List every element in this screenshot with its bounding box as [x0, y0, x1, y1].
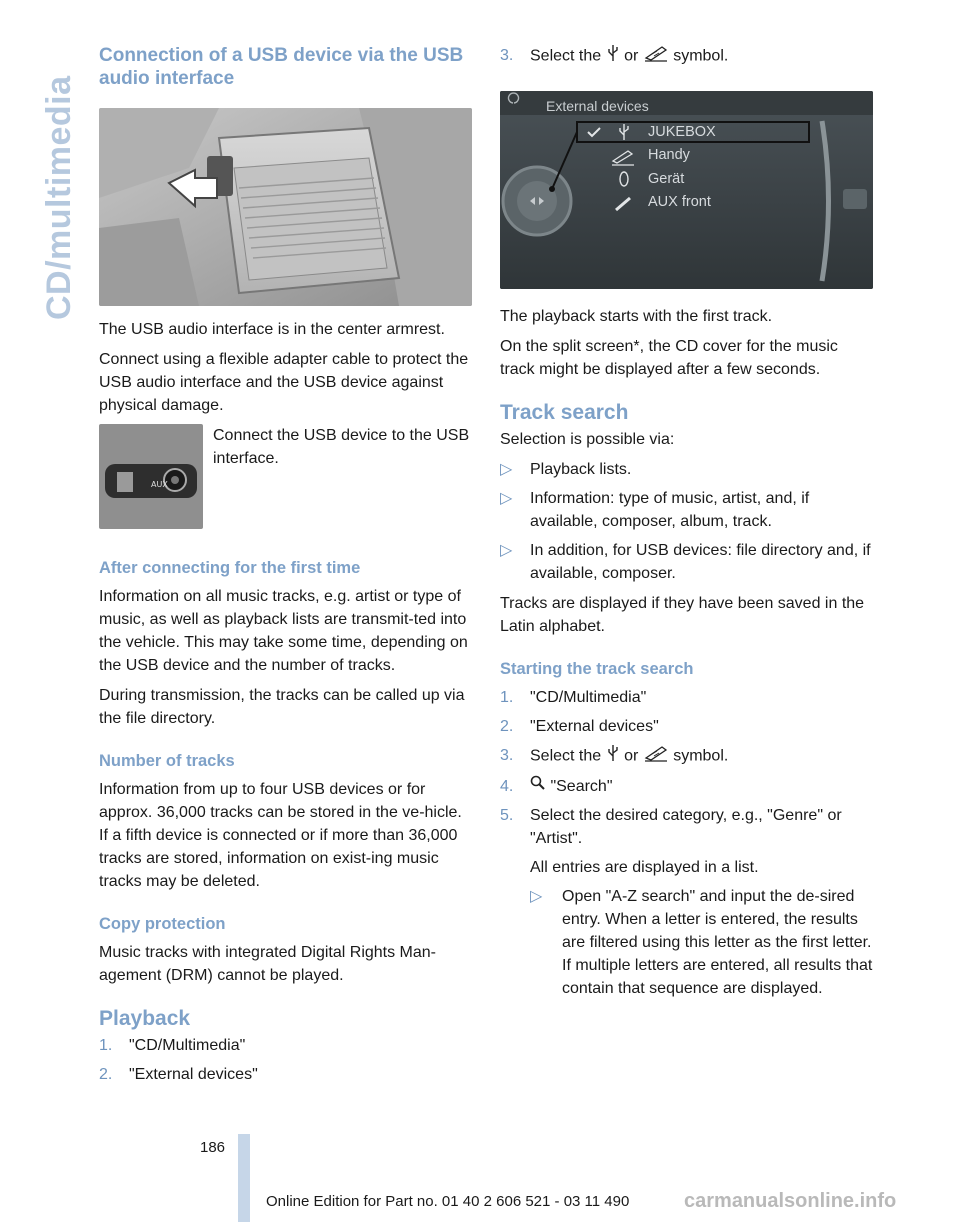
side-section-title — [0, 20, 78, 320]
list-item — [500, 458, 873, 481]
bullet-text: Playback lists. — [530, 461, 632, 478]
step-text: or — [624, 747, 639, 765]
step-text: "Search" — [550, 778, 613, 795]
list-item — [500, 686, 873, 709]
bullet-marker: ▷ — [500, 490, 513, 507]
step-text: Select the — [530, 747, 602, 765]
step-text: "External devices" — [129, 1066, 258, 1083]
step-subtext: All entries are displayed in a list. — [530, 859, 759, 877]
step-text: symbol. — [673, 47, 729, 65]
starting-track-search-heading: Starting the track search — [500, 660, 694, 678]
copy-protection-heading: Copy protection — [99, 915, 226, 933]
step-number: 3. — [500, 747, 514, 764]
list-item — [500, 744, 873, 769]
menu-item-jukebox[interactable]: JUKEBOX — [648, 124, 716, 140]
mobile-device-icon — [643, 44, 669, 69]
step-number: 5. — [500, 807, 514, 825]
selection-text: Selection is possible via: — [500, 431, 675, 448]
page-number: 186 — [200, 1139, 226, 1156]
menu-item-handy[interactable]: Handy — [648, 147, 690, 163]
external-devices-screen — [500, 91, 873, 289]
step-text: Select the — [530, 47, 602, 65]
transmission-text: During transmission, the tracks can be called up via the file directory. — [99, 687, 465, 727]
step-text: or — [624, 47, 639, 65]
step-number: 1. — [500, 689, 514, 706]
bullet-marker: ▷ — [500, 461, 513, 478]
svg-text:AUX: AUX — [151, 480, 168, 489]
after-connecting-heading: After connecting for the first time — [99, 559, 361, 577]
list-item — [99, 1063, 472, 1086]
selection-options — [500, 458, 873, 585]
menu-item-geraet[interactable]: Gerät — [648, 171, 685, 187]
footer-bar — [238, 1134, 250, 1222]
armrest-photo — [99, 108, 472, 306]
left-column — [99, 44, 472, 1093]
bullet-text: Information: type of music, artist, and, if available, composer, album, track. — [530, 490, 810, 530]
step-number: 2. — [99, 1066, 113, 1083]
step-text: symbol. — [673, 747, 729, 765]
adapter-cable-text: Connect using a flexible adapter cable to protect the USB audio interface and the USB device against physical damage. — [99, 351, 469, 414]
mobile-device-icon — [643, 744, 669, 769]
playback-heading: Playback — [99, 1007, 191, 1030]
step-number: 1. — [99, 1037, 113, 1054]
step-text: Select the desired category, e.g., "Genre" or "Artist". — [530, 807, 842, 848]
copy-protection-text: Music tracks with integrated Digital Rights Man-agement (DRM) cannot be played. — [99, 944, 437, 984]
playback-steps — [99, 1034, 472, 1086]
right-column — [500, 44, 873, 1007]
track-search-heading: Track search — [500, 401, 629, 424]
edition-text: Online Edition for Part no. 01 40 2 606 521 - 03 11 490 — [266, 1193, 630, 1210]
connect-usb-text: Connect the USB device to the USB interface. — [213, 427, 470, 467]
playback-start-text: The playback starts with the first track. — [500, 308, 773, 325]
usb-port-photo — [99, 424, 203, 529]
screen-title: External devices — [546, 98, 649, 114]
list-item — [500, 804, 873, 1000]
list-item — [99, 1034, 472, 1057]
after-connecting-text: Information on all music tracks, e.g. artist or type of music, as well as playback lists are transmit-ted into the vehicle. This may take some time, depending on the USB device and the number of tracks. — [99, 588, 468, 674]
sub-options — [530, 885, 873, 1000]
number-of-tracks-text: Information from up to four USB devices or for approx. 36,000 tracks can be stored in the ve-hicle. If a fifth device is connected or if more than 36,000 tracks are stored, information on exist-ing music tracks may be deleted. — [99, 781, 462, 890]
list-item — [500, 775, 873, 798]
list-item — [530, 885, 873, 1000]
playback-step-3 — [500, 44, 873, 69]
number-of-tracks-heading: Number of tracks — [99, 752, 235, 770]
track-search-steps — [500, 686, 873, 1000]
latin-alphabet-text: Tracks are displayed if they have been saved in the Latin alphabet. — [500, 595, 865, 635]
step-number: 3. — [500, 47, 514, 64]
list-item — [500, 44, 873, 69]
bullet-text: In addition, for USB devices: file directory and, if available, composer. — [530, 542, 871, 582]
usb-icon — [606, 44, 620, 69]
menu-item-aux-front[interactable]: AUX front — [648, 194, 711, 210]
bullet-text: Open "A-Z search" and input the de-sired entry. When a letter is entered, the results are filtered using this letter as the first letter. If multiple letters are entered, all results that contain that sequence are displayed. — [562, 888, 873, 998]
bullet-marker: ▷ — [500, 542, 513, 559]
split-screen-text: On the split screen*, the CD cover for the music track might be displayed after a few seconds. — [500, 338, 838, 378]
usb-connection-heading: Connection of a USB device via the USB audio interface — [99, 45, 464, 89]
step-number: 2. — [500, 718, 514, 735]
search-icon — [530, 775, 546, 798]
usb-icon — [606, 744, 620, 769]
usb-location-text: The USB audio interface is in the center armrest. — [99, 321, 445, 338]
list-item — [500, 715, 873, 738]
step-text: "External devices" — [530, 718, 659, 735]
step-text: "CD/Multimedia" — [530, 689, 647, 706]
list-item — [500, 539, 873, 585]
bullet-marker: ▷ — [530, 888, 543, 906]
list-item — [500, 487, 873, 533]
step-text: "CD/Multimedia" — [129, 1037, 246, 1054]
watermark-text: carmanualsonline.info — [684, 1190, 897, 1212]
side-title-text: CD/multimedia — [40, 75, 78, 320]
step-number: 4. — [500, 778, 514, 795]
